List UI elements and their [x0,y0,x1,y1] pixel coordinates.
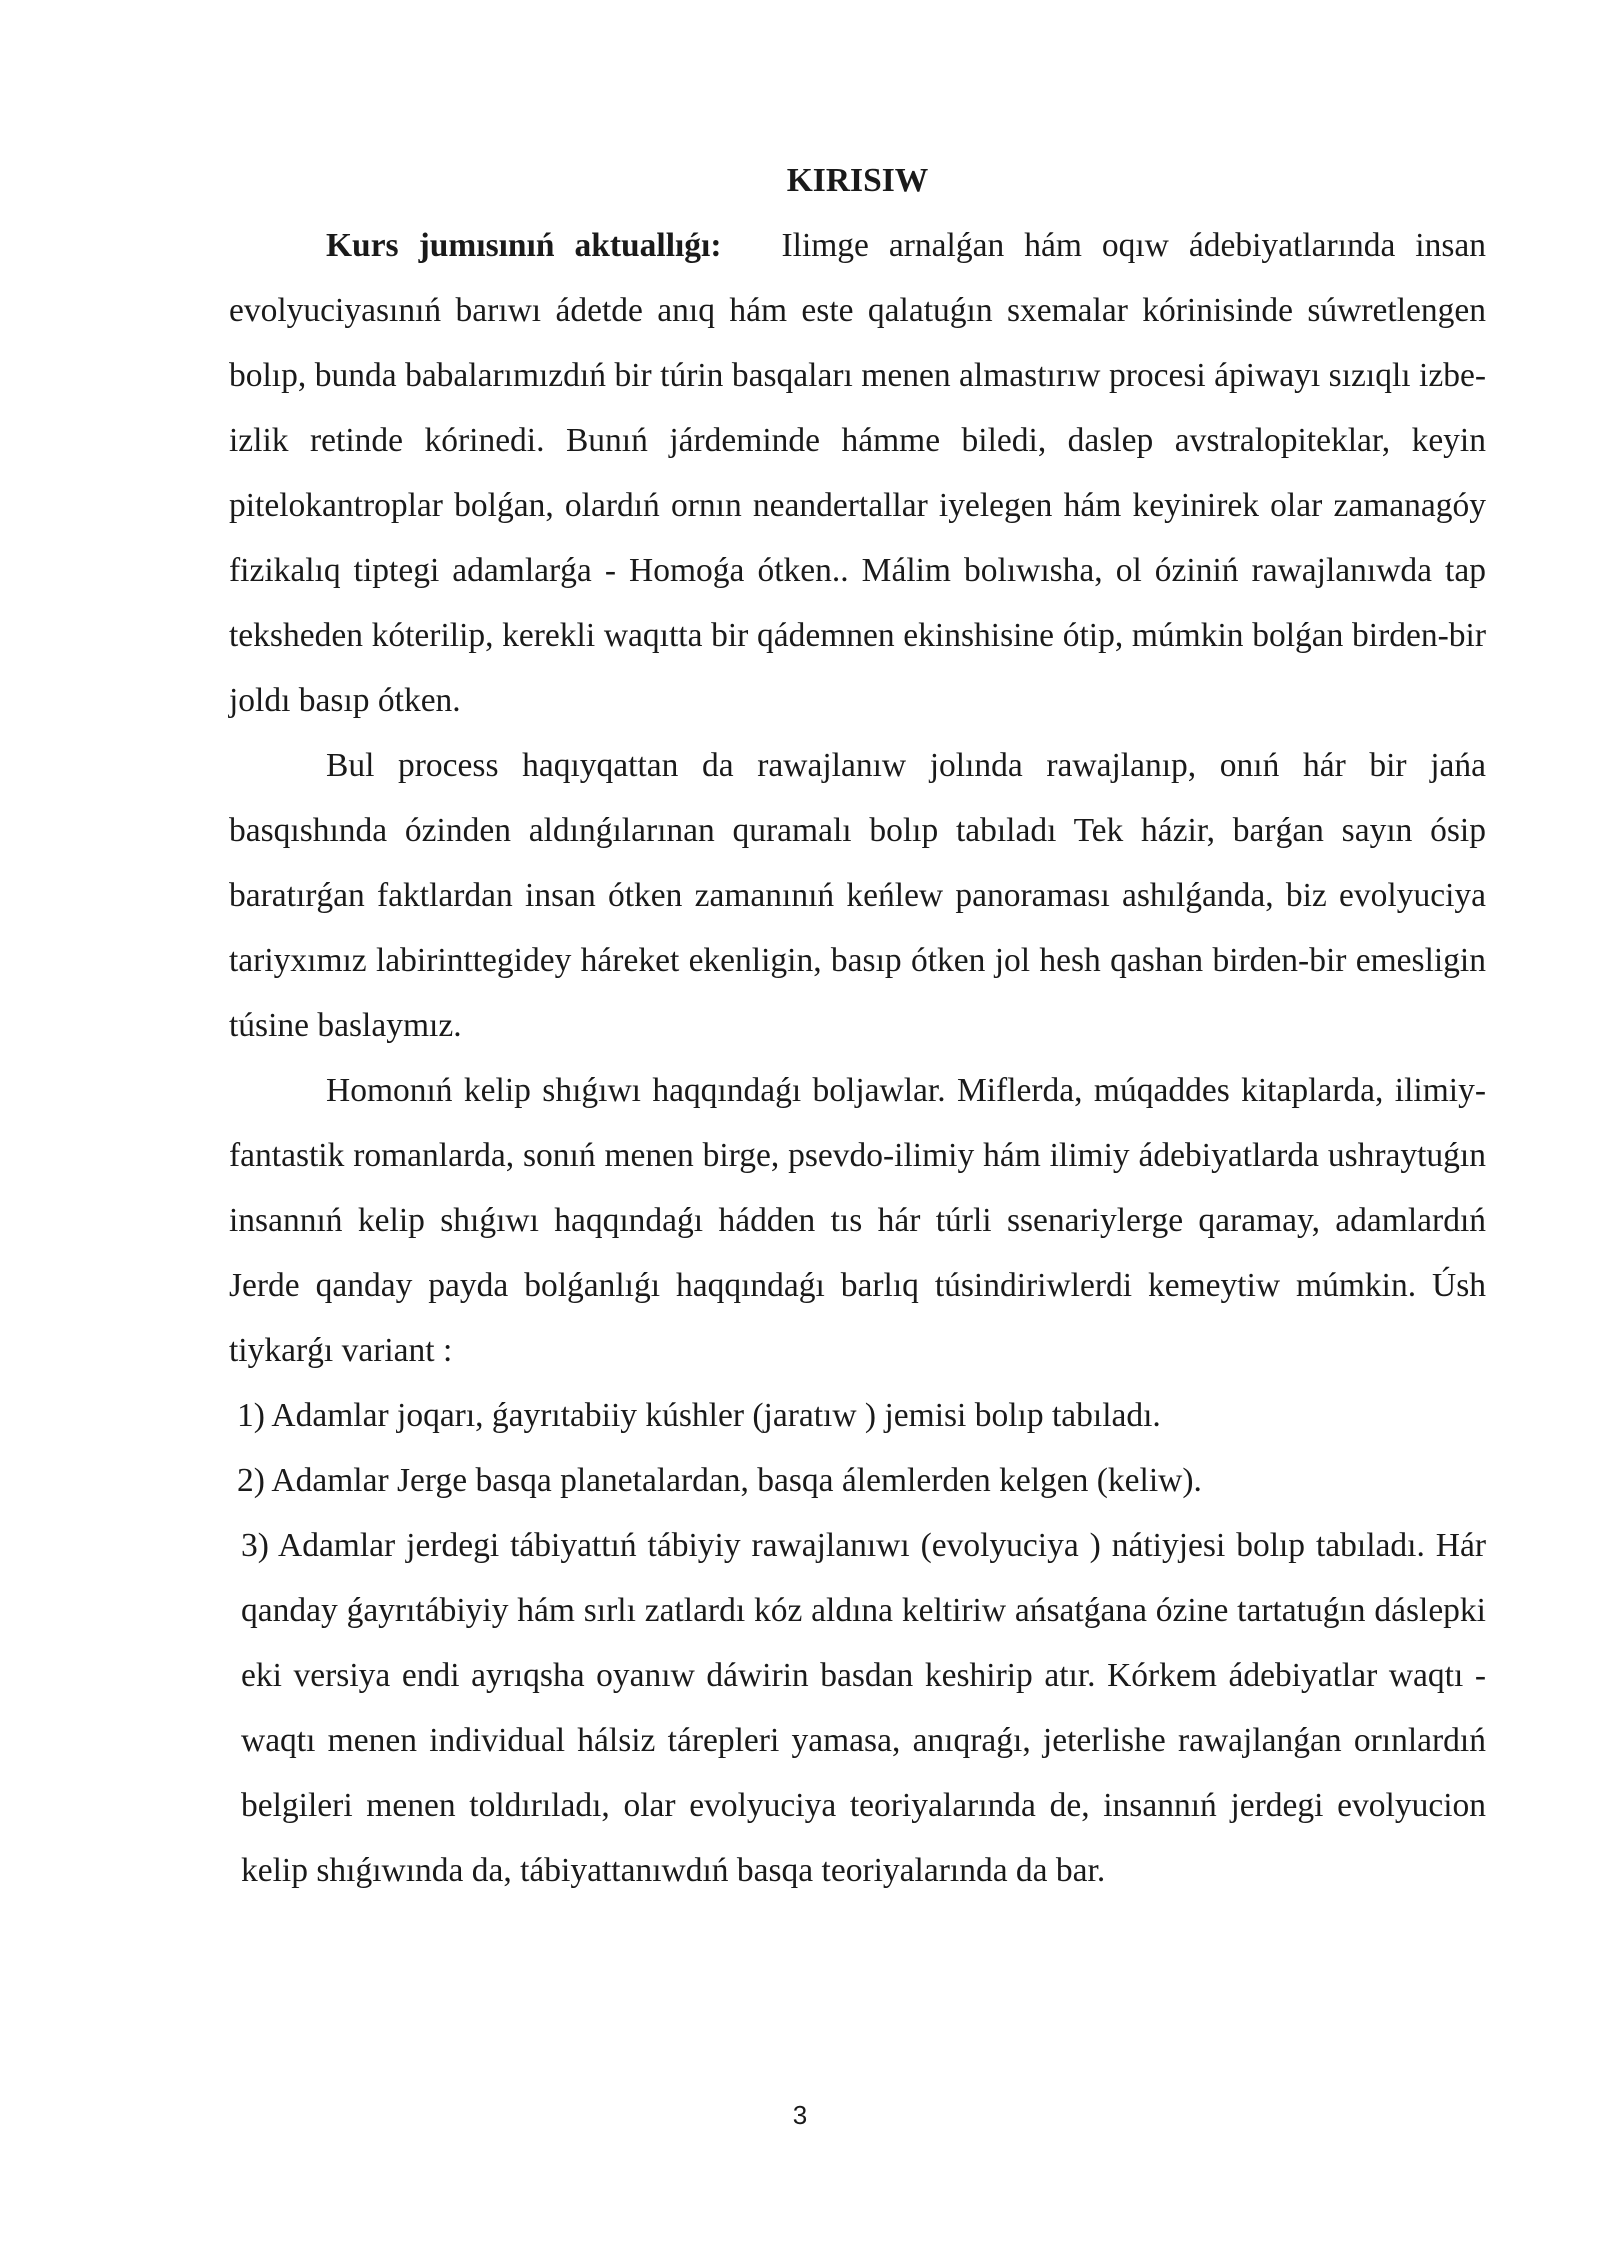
page-content [229,148,1486,1903]
intro-text: Ilimge arnalǵan hám oqıw ádebiyatlarında insan evolyuciyasınıń barıwı ádetde anıq hám este qalatuǵın sxemalar kórinisinde súwretlengen bolıp, bunda babalarımızdıń bir túrin basqaları menen almastırıw procesi ápiwayı sızıqlı izbe-izlik retinde kórinedi. Bunıń járdeminde hámme biledi, daslep avstralopiteklar, keyin pitelokantroplar bolǵan, olardıń ornın neandertallar iyelegen hám keyinirek olar zamanagóy fizikalıq tiptegi adamlarǵa - Homoǵa ótken.. Málim bolıwısha, ol óziniń rawajlanıwda tap teksheden kóterilip, kerekli waqıtta bir qádemnen ekinshisine ótip, múmkin bolǵan birden-bir joldı basıp ótken. [229,227,1487,719]
intro-paragraph [229,213,1486,733]
page-title: KIRISIW [786,162,929,199]
paragraph-3: Homonıń kelip shıǵıwı haqqındaǵı boljawlar. Miflerda, múqaddes kitaplarda, ilimiy-fantastik romanlarda, sonıń menen birge, psevdo-ilimiy hám ilimiy ádebiyatlarda ushraytuǵın insannıń kelip shıǵıwı haqqındaǵı hádden tıs hár túrli ssenariylerge qaramay, adamlardıń Jerde qanday payda bolǵanlıǵı haqqındaǵı barlıq túsindiriwlerdi kemeytiw múmkin. Úsh tiykarǵı variant : [229,1072,1486,1369]
paragraph-2: Bul process haqıyqattan da rawajlanıw jolında rawajlanıp, onıń hár bir jańa basqıshında ózinden aldınǵılarınan quramalı bolıp tabıladı Tek házir, barǵan sayın ósip baratırǵan faktlardan insan ótken zamanınıń keńlew panoraması ashılǵanda, biz evolyuciya tariyxımız labirinttegidey háreket ekenligin, basıp ótken jol hesh qashan birden-bir emesligin túsine baslaymız. [229,747,1486,1044]
list-item-1: 1) Adamlar joqarı, ǵayrıtabiiy kúshler (jaratıw ) jemisi bolıp tabıladı. [237,1397,1161,1434]
list-item-2: 2) Adamlar Jerge basqa planetalardan, basqa álemlerden kelgen (keliw). [237,1462,1202,1499]
list-item-3: 3) Adamlar jerdegi tábiyattıń tábiyiy rawajlanıwı (evolyuciya ) nátiyjesi bolıp tabıladı. Hár qanday ǵayrıtábiyiy hám sırlı zatlardı kóz aldına keltiriw ańsatǵana ózine tartatuǵın dáslepki eki versiya endi ayrıqsha oyanıw dáwirin basdan keshirip atır. Kórkem ádebiyatlar waqtı -waqtı menen individual hálsiz tárepleri yamasa, anıqraǵı, jeterlishe rawajlanǵan orınlardıń belgileri menen toldırıladı, olar evolyuciya teoriyalarında de, insannıń jerdegi evolyucion kelip shıǵıwında da, tábiyattanıwdıń basqa teoriyalarında da bar. [241,1527,1486,1889]
page-number: 3 [792,2100,808,2130]
intro-lead: Kurs jumısınıń aktuallıǵı: [326,227,722,264]
